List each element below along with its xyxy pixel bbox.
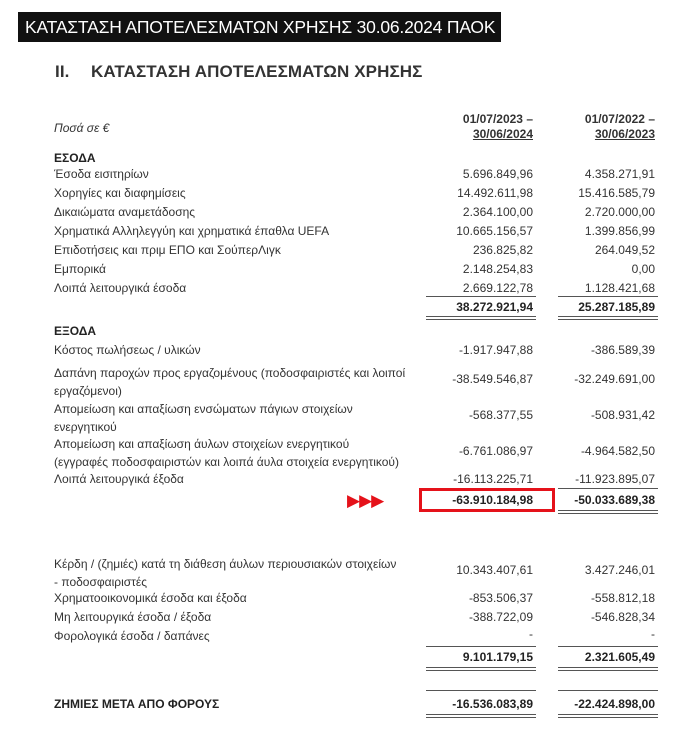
expenses-total-rule-2023 [558,510,658,514]
expenses-total-2024: -63.910.184,98 [452,493,533,507]
other-total-rule-2023 [558,667,658,671]
income-row-value-2023: 0,00 [631,262,655,276]
net-loss-label: ΖΗΜΙΕΣ ΜΕΤΑ ΑΠΟ ΦΟΡΟΥΣ [54,697,220,711]
income-row-value-2023: 1.128.421,68 [584,281,655,295]
income-row-label: Δικαιώματα αναμετάδοσης [54,205,196,219]
other-row-value-2024: -388.722,09 [468,610,533,624]
income-row-value-2024: 2.364.100,00 [462,205,533,219]
section-title [55,62,422,82]
other-row-label [54,555,396,591]
expense-row-label-line1: Απομείωση και απαξίωση άυλων στοιχείων ενεργητικού [54,437,350,451]
expense-row-label-line2: ενεργητικού [54,420,117,434]
expense-row-label [54,435,399,471]
income-row-label: Χορηγίες και διαφημίσεις [54,186,186,200]
expense-row-value-2023: -11.923.895,07 [575,472,655,486]
net-total-rule-2024 [426,714,536,718]
income-total-rule-2023 [558,316,658,320]
income-row-value-2024: 5.696.849,96 [462,167,533,181]
income-subtotal-rule-2023 [558,296,658,297]
expense-row-label-line2: εργαζόμενοι) [54,384,122,398]
amounts-label: Ποσά σε € [54,121,110,135]
expense-row-label-line1: Απομείωση και απαξίωση ενσώματων πάγιων στοιχείων [54,402,353,416]
expense-row-value-2024: -16.113.225,71 [453,472,533,486]
other-subtotal-rule-2024 [426,646,536,647]
other-row-value-2023: -546.828,34 [590,610,655,624]
expense-row-value-2024: -6.761.086,97 [458,444,533,458]
expense-row-value-2024: -1.917.947,88 [458,343,533,357]
net-top-rule-2023 [558,690,658,691]
other-total-rule-2024 [426,667,536,671]
col1-line1: 01/07/2023 – [462,112,533,126]
other-total-2023: 2.321.605,49 [584,650,655,664]
net-top-rule-2024 [426,690,536,691]
income-row-label: Χρηματικά Αλληλεγγύη και χρηματικά έπαθλα UEFA [54,224,330,238]
income-total-2024: 38.272.921,94 [456,300,533,314]
income-row-label: Λοιπά λειτουργικά έσοδα [54,281,187,295]
income-heading: ΕΣΟΔΑ [54,151,96,165]
expense-row-value-2024: -38.549.546,87 [452,372,533,386]
expense-row-label-line2: (εγγραφές ποδοσφαιριστών και λοιπά άυλα στοιχεία ενεργητικού) [54,455,399,469]
expenses-subtotal-rule-2023 [558,488,658,489]
other-row-value-2024: -853.506,37 [468,591,533,605]
other-row-label: Χρηματοοικονομικά έσοδα και έξοδα [54,591,247,605]
net-total-rule-2023 [558,714,658,718]
income-row-value-2024: 2.669.122,78 [462,281,533,295]
column-header-2024 [463,112,533,142]
expense-row-value-2024: -568.377,55 [468,408,533,422]
expense-row-label: Λοιπά λειτουργικά έξοδα [54,472,184,486]
column-header-2023 [585,112,655,142]
expense-row-label-line1: Δαπάνη παροχών προς εργαζομένους (ποδοσφαιριστές και λοιποί [54,366,406,380]
expense-row-value-2023: -386.589,39 [590,343,655,357]
expense-row-value-2023: -4.964.582,50 [580,444,655,458]
income-row-label: Επιδοτήσεις και πριμ ΕΠΟ και ΣούπερΛιγκ [54,243,281,257]
income-row-value-2023: 2.720.000,00 [584,205,655,219]
col2-line2: 30/06/2023 [594,127,655,141]
section-title-text: ΚΑΤΑΣΤΑΣΗ ΑΠΟΤΕΛΕΣΜΑΤΩΝ ΧΡΗΣΗΣ [91,62,423,81]
income-row-value-2024: 10.665.156,57 [456,224,533,238]
other-row-label-line2: - ποδοσφαιριστές [54,575,148,589]
income-total-2023: 25.287.185,89 [578,300,655,314]
page-banner: ΚΑΤΑΣΤΑΣΗ ΑΠΟΤΕΛΕΣΜΑΤΩΝ ΧΡΗΣΗΣ 30.06.2024 ΠΑΟΚ [18,12,501,42]
expense-row-label: Κόστος πωλήσεως / υλικών [54,343,201,357]
net-loss-2024: -16.536.083,89 [452,697,533,711]
income-row-label: Έσοδα εισιτηρίων [54,167,149,181]
expenses-total-2023: -50.033.689,38 [574,493,655,507]
expenses-heading: ΕΞΟΔΑ [54,324,97,338]
other-total-2024: 9.101.179,15 [462,650,533,664]
expense-row-label [54,400,353,436]
income-row-value-2024: 14.492.611,98 [457,186,533,200]
other-subtotal-rule-2023 [558,646,658,647]
other-row-value-2023: - [651,627,655,641]
section-number: II. [55,62,70,81]
income-row-value-2024: 236.825,82 [472,243,533,257]
income-total-rule-2024 [426,316,536,320]
other-row-value-2024: 10.343.407,61 [456,563,533,577]
col2-line1: 01/07/2022 – [584,112,655,126]
other-row-label-line1: Κέρδη / (ζημιές) κατά τη διάθεση άυλων περιουσιακών στοιχείων [54,557,397,571]
expense-row-label [54,364,405,400]
other-row-value-2023: 3.427.246,01 [584,563,655,577]
expense-row-value-2023: -508.931,42 [590,408,655,422]
income-row-value-2023: 15.416.585,79 [578,186,655,200]
income-row-value-2023: 4.358.271,91 [584,167,655,181]
income-row-value-2024: 2.148.254,83 [462,262,533,276]
col1-line2: 30/06/2024 [472,127,533,141]
other-row-value-2023: -558.812,18 [590,591,655,605]
net-loss-2023: -22.424.898,00 [574,697,655,711]
income-subtotal-rule-2024 [426,296,536,297]
income-row-value-2023: 264.049,52 [594,243,655,257]
other-row-value-2024: - [529,627,533,641]
highlight-arrows-icon: ▶▶▶ [347,491,384,510]
expense-row-value-2023: -32.249.691,00 [574,372,655,386]
income-row-label: Εμπορικά [54,262,106,276]
income-row-value-2023: 1.399.856,99 [584,224,655,238]
other-row-label: Μη λειτουργικά έσοδα / έξοδα [54,610,212,624]
other-row-label: Φορολογικά έσοδα / δαπάνες [54,629,210,643]
